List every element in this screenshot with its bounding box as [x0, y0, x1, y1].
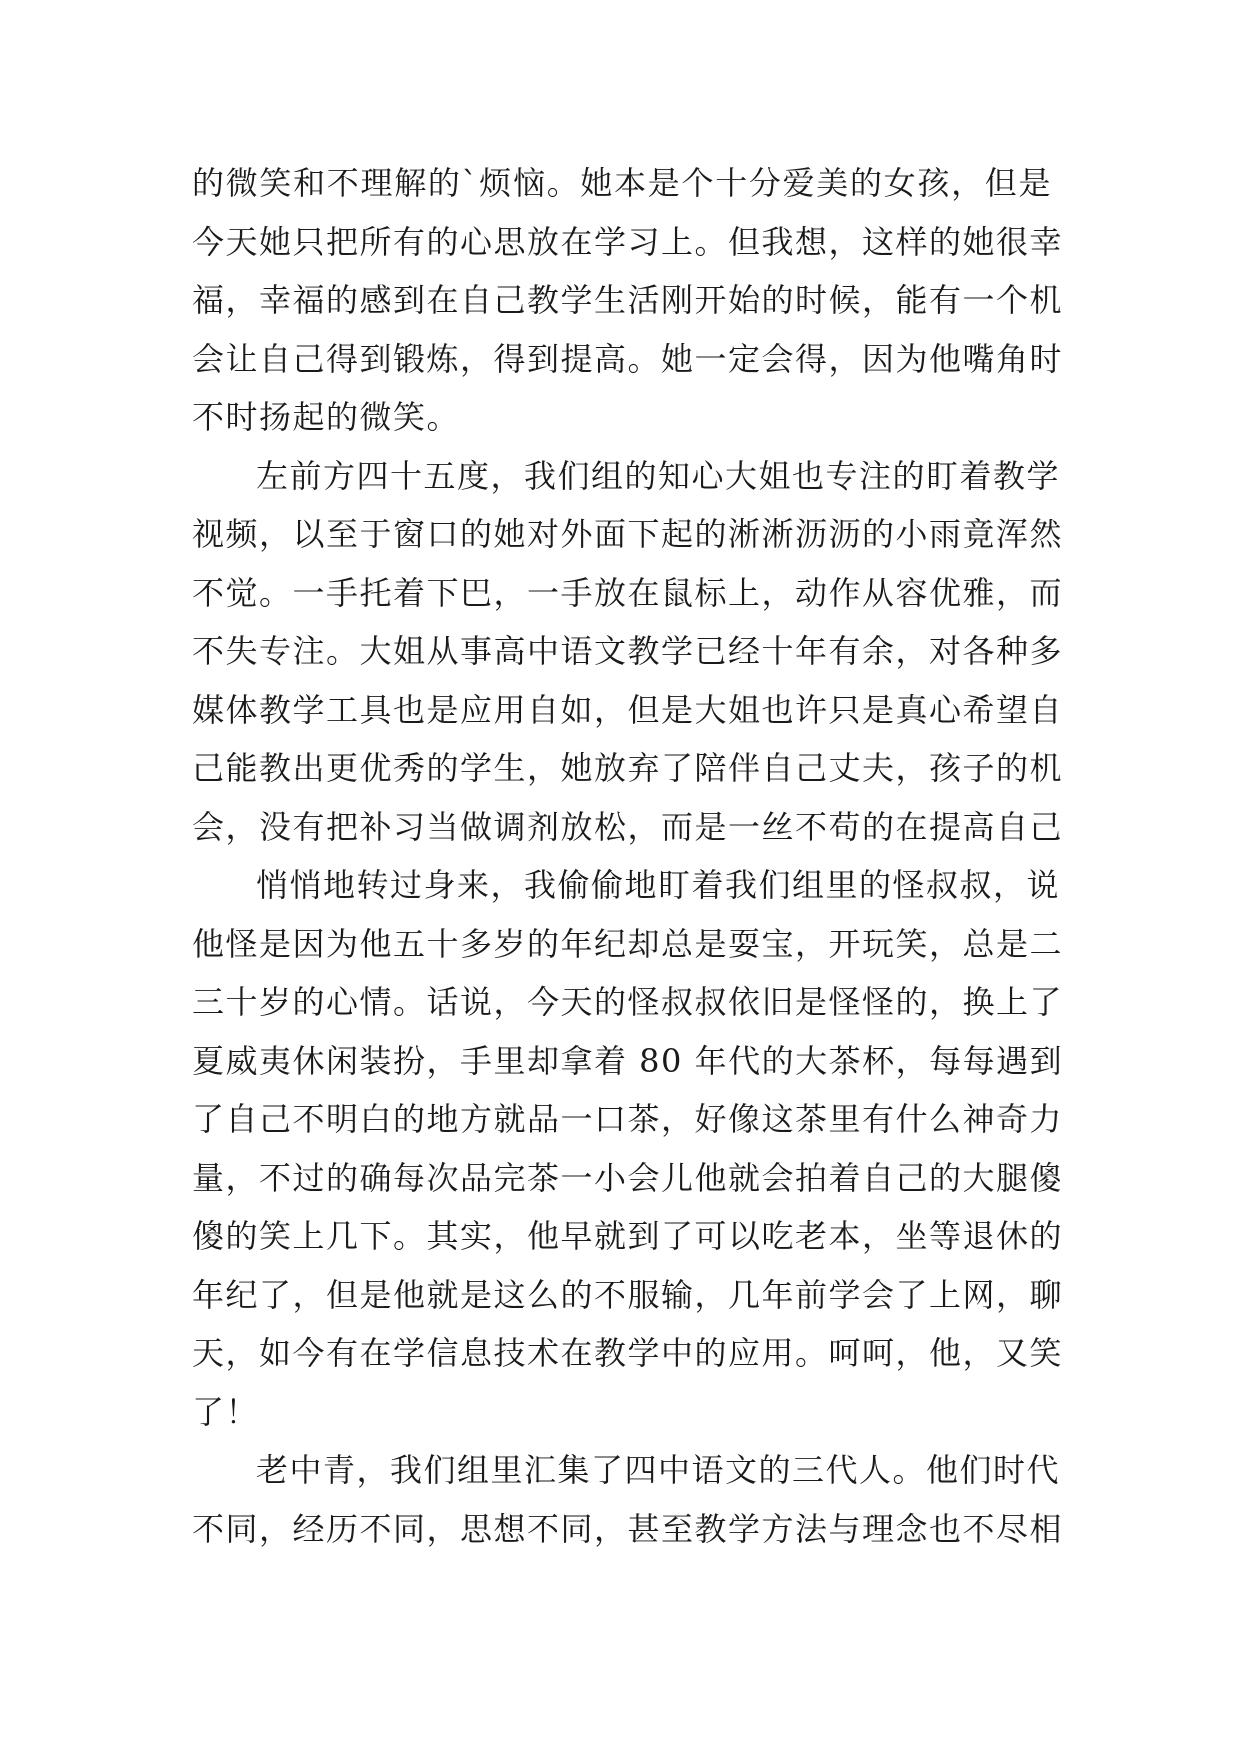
- text-line: 不同，经历不同，思想不同，甚至教学方法与理念也不尽相: [192, 1509, 1064, 1548]
- text-line: 媒体教学工具也是应用自如，但是大姐也许只是真心希望自: [192, 690, 1064, 729]
- paragraph-4: [192, 1441, 1064, 1558]
- text-line: 三十岁的心情。话说，今天的怪叔叔依旧是怪怪的，换上了: [192, 983, 1064, 1021]
- paragraph-2: [192, 447, 1064, 857]
- text-line: 会让自己得到锻炼，得到提高。她一定会得，因为他嘴角时: [192, 339, 1064, 378]
- text-line: 老中青，我们组里汇集了四中语文的三代人。他们时代: [256, 1451, 1061, 1489]
- text-line: 福，幸福的感到在自己教学生活刚开始的时候，能有一个机: [192, 281, 1064, 319]
- text-line: 今天她只把所有的心思放在学习上。但我想，这样的她很幸: [192, 222, 1064, 261]
- text-line: 不失专注。大姐从事高中语文教学已经十年有余，对各种多: [192, 632, 1064, 670]
- text-line: 的微笑和不理解的`烦恼。她本是个十分爱美的女孩，但是: [192, 164, 1052, 202]
- text-line: 不觉。一手托着下巴，一手放在鼠标上，动作从容优雅，而: [192, 573, 1064, 612]
- text-line: 左前方四十五度，我们组的知心大姐也专注的盯着教学: [256, 456, 1061, 495]
- text-line: 己能教出更优秀的学生，她放弃了陪伴自己丈夫，孩子的机: [192, 749, 1064, 787]
- paragraph-3: [192, 856, 1064, 1441]
- text-line: 他怪是因为他五十多岁的年纪却总是耍宝，开玩笑，总是二: [192, 924, 1064, 963]
- text-line: 量，不过的确每次品完茶一小会儿他就会拍着自己的大腿傻: [192, 1158, 1064, 1197]
- text-line: 会，没有把补习当做调剂放松，而是一丝不苟的在提高自己: [192, 807, 1064, 846]
- text-line: 悄悄地转过身来，我偷偷地盯着我们组里的怪叔叔，说: [256, 866, 1061, 904]
- text-line: 了自己不明白的地方就品一口茶，好像这茶里有什么神奇力: [192, 1100, 1064, 1138]
- text-line: 傻的笑上几下。其实，他早就到了可以吃老本，坐等退休的: [192, 1217, 1064, 1255]
- text-line: 了！: [192, 1392, 260, 1431]
- text-line: 天，如今有在学信息技术在教学中的应用。呵呵，他，又笑: [192, 1334, 1064, 1372]
- text-line: 不时扬起的微笑。: [192, 398, 461, 436]
- text-line: 夏威夷休闲装扮，手里却拿着 80 年代的大茶杯，每每遇到: [192, 1041, 1064, 1080]
- paragraph-1: [192, 154, 1064, 447]
- text-line: 年纪了，但是他就是这么的不服输，几年前学会了上网，聊: [192, 1275, 1064, 1314]
- text-line: 视频，以至于窗口的她对外面下起的淅淅沥沥的小雨竟浑然: [192, 515, 1064, 553]
- document-body: [192, 154, 1064, 1558]
